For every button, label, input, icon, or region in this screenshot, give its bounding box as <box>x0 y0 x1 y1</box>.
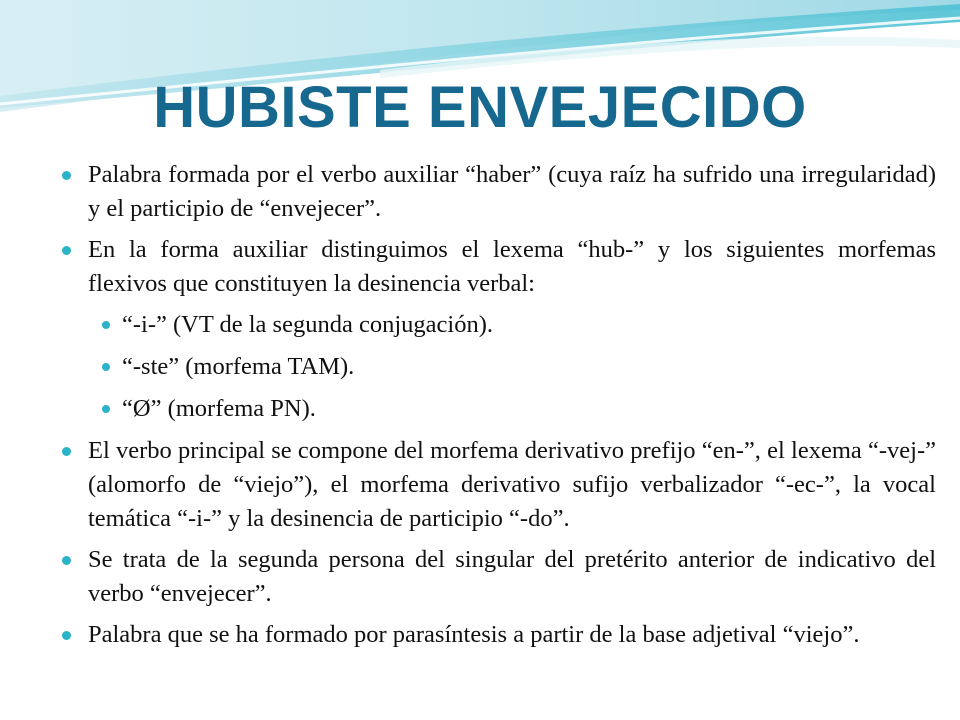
bullet-text: El verbo principal se compone del morfema derivativo prefijo “en-”, el lexema “-vej-” (alomorfo de “viejo”), el morfema derivativo sufijo verbalizador “-ec-”, la vocal temática “-i-” y la desinencia de participio “-do”. <box>88 437 936 532</box>
bullet-dot-icon <box>62 556 71 565</box>
bullet-dot-icon <box>102 405 110 413</box>
bullet-text: Palabra formada por el verbo auxiliar “haber” (cuya raíz ha sufrido una irregularidad) y el participio de “envejecer”. <box>88 161 936 222</box>
bullet-text: “-i-” (VT de la segunda conjugación). <box>122 311 493 338</box>
bullet-dot-icon <box>102 321 110 329</box>
bullet-item <box>56 233 936 301</box>
bullet-item <box>56 434 936 536</box>
bullet-text: “Ø” (morfema PN). <box>122 395 316 422</box>
bullet-dot-icon <box>62 246 71 255</box>
bullet-dot-icon <box>62 631 71 640</box>
bullet-dot-icon <box>62 447 71 456</box>
bullet-item <box>56 543 936 611</box>
slide-title: HUBISTE ENVEJECIDO <box>153 75 807 140</box>
bullet-text: Palabra que se ha formado por parasíntesis a partir de la base adjetival “viejo”. <box>88 621 860 648</box>
bullet-item <box>56 618 936 652</box>
bullet-text: “-ste” (morfema TAM). <box>122 353 355 380</box>
sub-bullet-item <box>56 308 936 342</box>
bullet-text: Se trata de la segunda persona del singular del pretérito anterior de indicativo del verbo “envejecer”. <box>88 546 936 607</box>
bullet-text: En la forma auxiliar distinguimos el lexema “hub-” y los siguientes morfemas flexivos que constituyen la desinencia verbal: <box>88 236 936 297</box>
bullet-dot-icon <box>102 363 110 371</box>
bullet-item <box>56 158 936 226</box>
bullet-dot-icon <box>62 171 71 180</box>
bullet-list <box>56 158 936 659</box>
sub-bullet-item <box>56 350 936 384</box>
sub-bullet-item <box>56 392 936 426</box>
